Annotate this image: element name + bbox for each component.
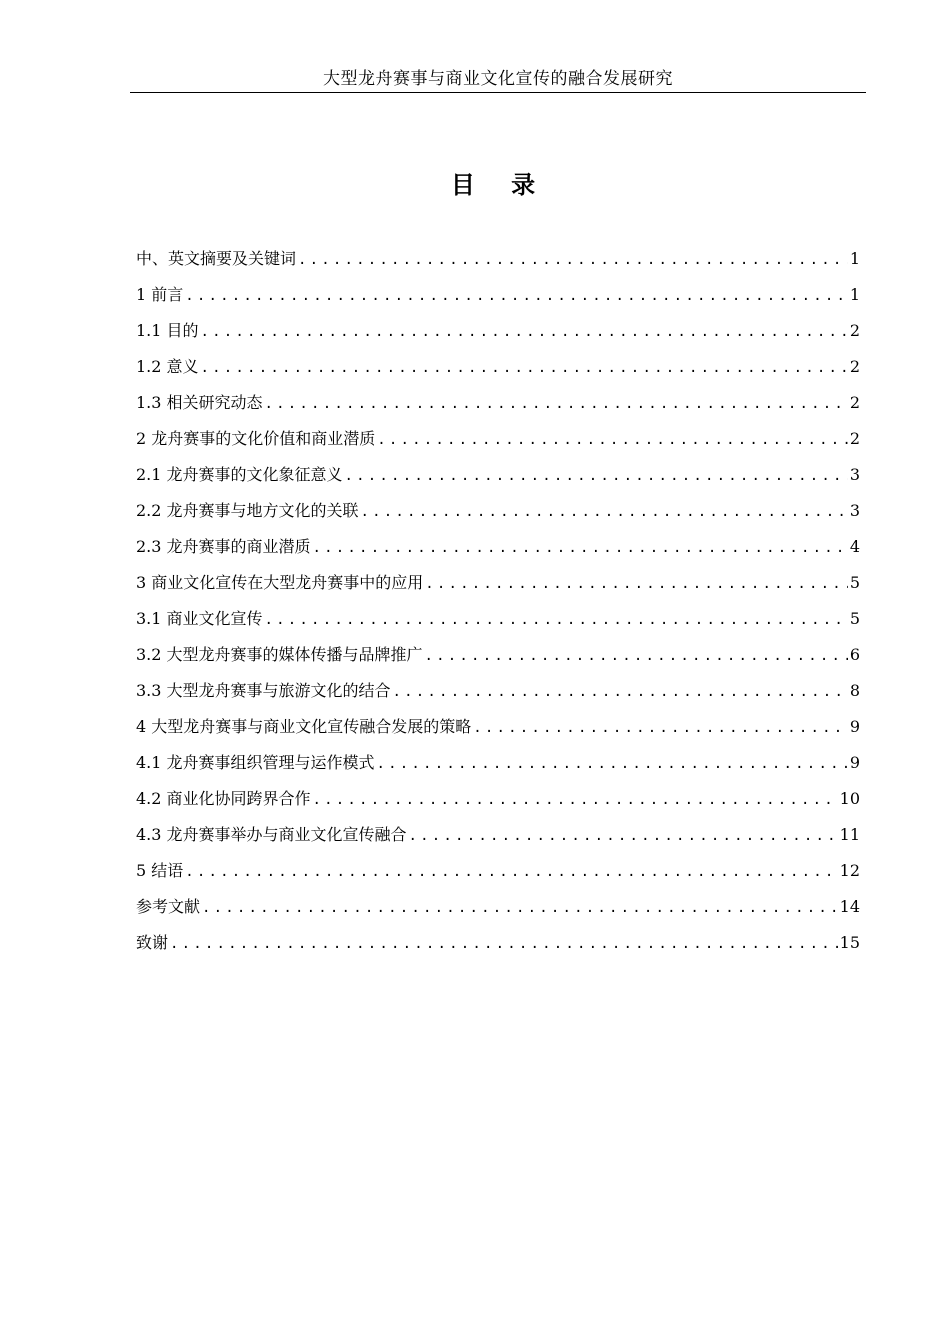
toc-entry[interactable] — [136, 565, 860, 601]
toc-entry-label: 4.1 龙舟赛事组织管理与运作模式 — [136, 753, 375, 772]
dot-leader — [202, 890, 838, 926]
toc-entry-label: 3 商业文化宣传在大型龙舟赛事中的应用 — [136, 573, 424, 592]
toc-entry-page: 15 — [839, 933, 860, 952]
toc-entry-label: 4 大型龙舟赛事与商业文化宣传融合发展的策略 — [136, 717, 472, 736]
dot-leader — [377, 746, 848, 782]
toc-entry-label: 3.1 商业文化宣传 — [136, 609, 263, 628]
toc-entry-page: 9 — [849, 753, 860, 772]
toc-entry[interactable] — [136, 493, 860, 529]
toc-entry-page: 3 — [849, 465, 860, 484]
toc-entry[interactable] — [136, 781, 860, 817]
dot-leader — [313, 530, 848, 566]
dot-leader — [265, 386, 848, 422]
dot-leader — [201, 350, 848, 386]
toc-entry-label: 1.1 目的 — [136, 321, 199, 340]
toc-entry[interactable] — [136, 637, 860, 673]
dot-leader — [377, 422, 848, 458]
dot-leader — [265, 602, 848, 638]
toc-entry[interactable] — [136, 817, 860, 853]
dot-leader — [201, 314, 848, 350]
dot-leader — [425, 566, 848, 602]
toc-entry[interactable] — [136, 349, 860, 385]
toc-entry[interactable] — [136, 673, 860, 709]
dot-leader — [345, 458, 848, 494]
dot-leader — [170, 926, 838, 962]
toc-entry-label: 中、英文摘要及关键词 — [136, 249, 297, 268]
toc-entry-label: 1.2 意义 — [136, 357, 199, 376]
toc-entry-label: 3.3 大型龙舟赛事与旅游文化的结合 — [136, 681, 391, 700]
toc-entry[interactable] — [136, 313, 860, 349]
toc-entry[interactable] — [136, 853, 860, 889]
toc-entry-label: 致谢 — [136, 933, 169, 952]
toc-entry-page: 5 — [849, 573, 860, 592]
toc-entry-page: 12 — [839, 861, 860, 880]
dot-leader — [185, 854, 837, 890]
toc-entry-label: 1.3 相关研究动态 — [136, 393, 263, 412]
toc-entry[interactable] — [136, 277, 860, 313]
dot-leader — [185, 278, 848, 314]
toc-entry-label: 5 结语 — [136, 861, 184, 880]
dot-leader — [313, 782, 838, 818]
toc-entry-label: 2.1 龙舟赛事的文化象征意义 — [136, 465, 343, 484]
toc-entry[interactable] — [136, 421, 860, 457]
toc-entry[interactable] — [136, 709, 860, 745]
toc-entry-label: 2.2 龙舟赛事与地方文化的关联 — [136, 501, 359, 520]
toc-entry-page: 9 — [849, 717, 860, 736]
toc-entry-page: 3 — [849, 501, 860, 520]
toc-entry[interactable] — [136, 241, 860, 277]
running-title: 大型龙舟赛事与商业文化宣传的融合发展研究 — [323, 69, 673, 89]
toc-entry-page: 11 — [839, 825, 860, 844]
toc-entry-label: 4.3 龙舟赛事举办与商业文化宣传融合 — [136, 825, 407, 844]
toc-entry-page: 5 — [849, 609, 860, 628]
toc-entry-label: 参考文献 — [136, 897, 201, 916]
toc-entry-label: 1 前言 — [136, 285, 184, 304]
toc-entry-page: 2 — [849, 393, 860, 412]
toc-entry-label: 2.3 龙舟赛事的商业潜质 — [136, 537, 311, 556]
toc-entry-page: 8 — [849, 681, 860, 700]
toc-entry-page: 4 — [849, 537, 860, 556]
toc-entry-page: 2 — [849, 429, 860, 448]
toc-entry[interactable] — [136, 601, 860, 637]
toc-entry-label: 3.2 大型龙舟赛事的媒体传播与品牌推广 — [136, 645, 423, 664]
dot-leader — [409, 818, 838, 854]
running-header — [130, 66, 866, 93]
toc-entry-page: 2 — [849, 357, 860, 376]
toc-entry-page: 10 — [839, 789, 860, 808]
dot-leader — [393, 674, 848, 710]
toc-entry-page: 14 — [839, 897, 860, 916]
toc-entry-label: 2 龙舟赛事的文化价值和商业潜质 — [136, 429, 376, 448]
toc-title: 目 录 — [450, 171, 550, 199]
dot-leader — [298, 242, 848, 278]
toc-entry[interactable] — [136, 529, 860, 565]
toc-entry-label: 4.2 商业化协同跨界合作 — [136, 789, 311, 808]
toc-entry-page: 1 — [849, 249, 860, 268]
toc-entry-page: 6 — [849, 645, 860, 664]
toc-entry[interactable] — [136, 385, 860, 421]
toc-entry[interactable] — [136, 457, 860, 493]
toc-entry[interactable] — [136, 889, 860, 925]
table-of-contents — [136, 241, 860, 961]
dot-leader — [473, 710, 848, 746]
toc-entry[interactable] — [136, 925, 860, 961]
toc-entry-page: 1 — [849, 285, 860, 304]
dot-leader — [425, 638, 848, 674]
toc-entry[interactable] — [136, 745, 860, 781]
dot-leader — [361, 494, 848, 530]
toc-entry-page: 2 — [849, 321, 860, 340]
